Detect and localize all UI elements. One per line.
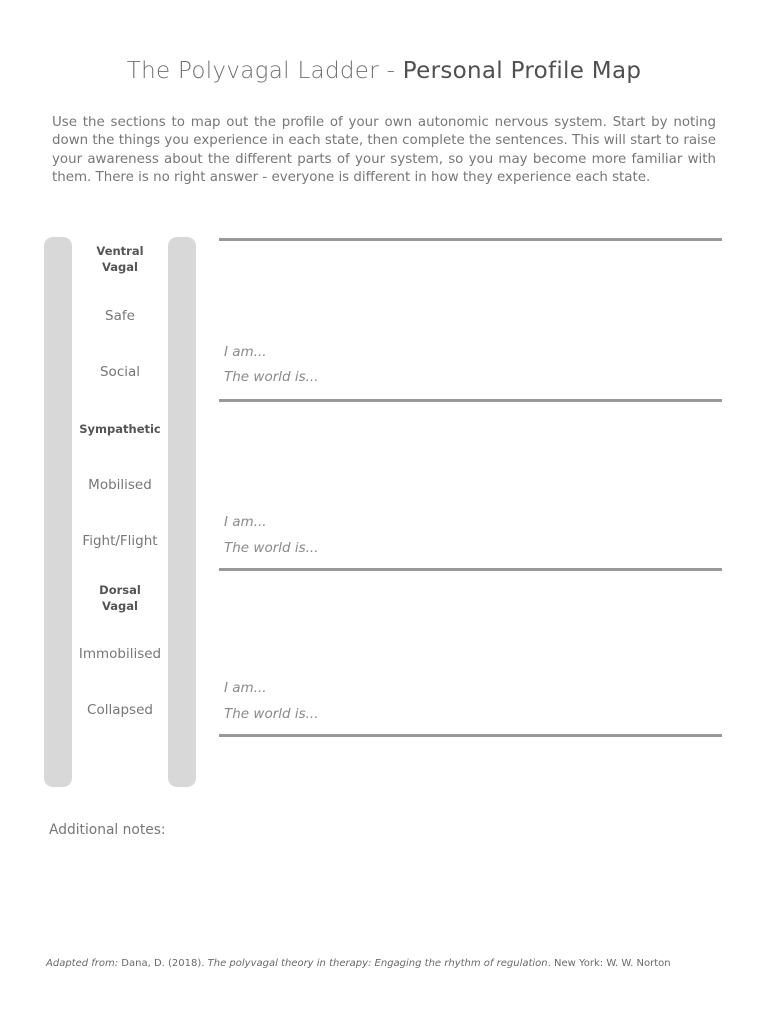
ladder-left-rail <box>44 237 72 787</box>
dorsal-i-am-prompt[interactable]: I am... <box>224 680 267 696</box>
title-light: The Polyvagal Ladder - <box>126 58 403 84</box>
dorsal-world-is-prompt[interactable]: The world is... <box>224 706 319 722</box>
citation-author: Dana, D. (2018). <box>118 958 208 969</box>
ladder-right-rail <box>168 237 196 787</box>
rung-sympathetic: Sympathetic <box>72 407 168 450</box>
ventral-i-am-prompt[interactable]: I am... <box>224 344 267 360</box>
title-strong: Personal Profile Map <box>402 58 642 84</box>
sympathetic-i-am-prompt[interactable]: I am... <box>224 514 267 530</box>
citation-suffix: . New York: W. W. Norton <box>547 958 671 969</box>
intro-paragraph: Use the sections to map out the profile of your own autonomic nervous system. Start by noting down the things you experience in each state, then complete the sentences. This will start to raise your awareness about the different parts of your system, so you may become more familiar with them. There is no right answer - everyone is different in how they experience each state. <box>52 115 716 185</box>
citation-work: The polyvagal theory in therapy: Engaging the rhythm of regulation <box>207 958 548 969</box>
citation-prefix: Adapted from: <box>46 958 119 969</box>
rung-empty <box>72 744 168 787</box>
section-divider <box>219 734 722 737</box>
section-divider <box>219 238 722 241</box>
rung-immobilised: Immobilised <box>72 632 168 675</box>
rung-safe: Safe <box>72 294 168 337</box>
rung-collapsed: Collapsed <box>72 688 168 731</box>
ventral-world-is-prompt[interactable]: The world is... <box>224 369 319 385</box>
polyvagal-ladder <box>44 237 196 787</box>
rung-dorsal-vagal: Dorsal Vagal <box>72 576 168 619</box>
sympathetic-world-is-prompt[interactable]: The world is... <box>224 540 319 556</box>
section-divider <box>219 399 722 402</box>
citation <box>46 958 671 969</box>
additional-notes-label: Additional notes: <box>49 822 166 838</box>
page-title <box>0 58 768 84</box>
rung-ventral-vagal: Ventral Vagal <box>72 237 168 280</box>
section-divider <box>219 568 722 571</box>
rung-social: Social <box>72 350 168 393</box>
rung-mobilised: Mobilised <box>72 463 168 506</box>
rung-fight-flight: Fight/Flight <box>72 519 168 562</box>
